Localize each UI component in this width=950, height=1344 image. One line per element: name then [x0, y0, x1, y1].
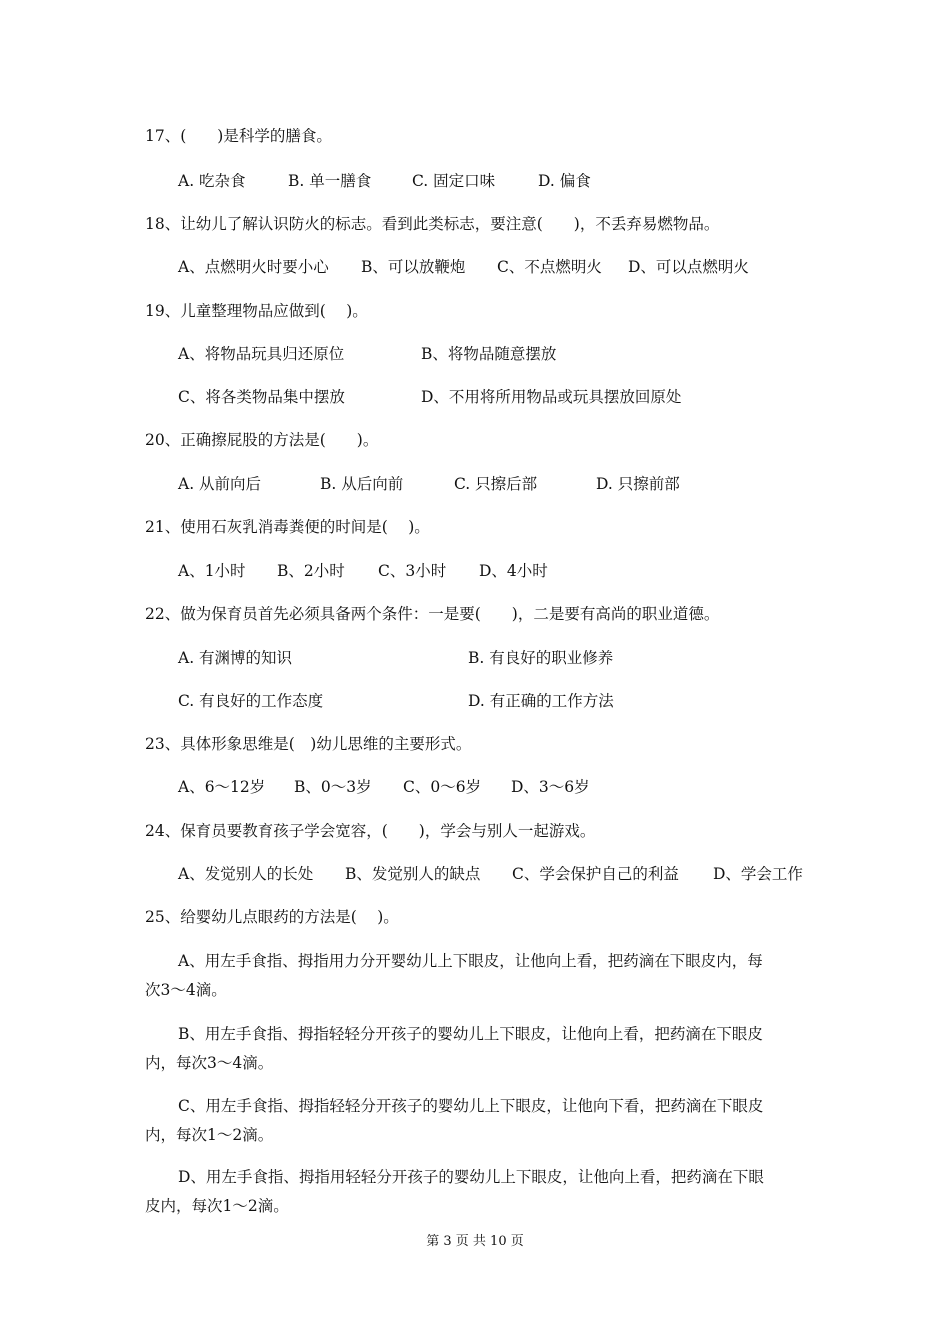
option-c: C、不点燃明火	[497, 258, 602, 276]
question-19-stem: 19、儿童整理物品应做到( )。	[145, 302, 368, 320]
option-a: A、6～12岁	[178, 778, 266, 796]
option-a: A、点燃明火时要小心	[178, 258, 329, 276]
question-22-stem: 22、做为保育员首先必须具备两个条件：一是要( )，二是要有高尚的职业道德。	[145, 605, 720, 623]
option-d: D、3～6岁	[511, 778, 590, 796]
option-a: A. 吃杂食	[178, 172, 246, 190]
option-c: C、0～6岁	[403, 778, 482, 796]
option-a: A、1小时	[178, 562, 246, 580]
question-25-option-d-line1: D、用左手食指、拇指用轻轻分开孩子的婴幼儿上下眼皮，让他向上看，把药滴在下眼	[178, 1168, 764, 1186]
question-21-stem: 21、使用石灰乳消毒粪便的时间是( )。	[145, 518, 430, 536]
question-21-options	[178, 561, 548, 581]
option-b: B、0～3岁	[294, 778, 372, 796]
question-24-options	[178, 864, 803, 884]
question-20-stem: 20、正确擦屁股的方法是( )。	[145, 431, 379, 449]
question-18-options	[178, 257, 749, 277]
option-d: D、4小时	[479, 562, 548, 580]
option-a: A、将物品玩具归还原位	[178, 345, 345, 363]
option-c: C. 有良好的工作态度	[178, 692, 324, 710]
question-22-options-row1	[178, 648, 613, 668]
option-c: C、将各类物品集中摆放	[178, 388, 345, 406]
question-25-option-b-line2: 内，每次3～4滴。	[145, 1054, 274, 1072]
question-17-options	[178, 171, 591, 191]
question-23-stem: 23、具体形象思维是( )幼儿思维的主要形式。	[145, 735, 472, 753]
question-23-options	[178, 777, 590, 797]
question-17-stem: 17、( )是科学的膳食。	[145, 127, 332, 145]
option-a: A、发觉别人的长处	[178, 865, 314, 883]
option-b: B、发觉别人的缺点	[345, 865, 481, 883]
page-number: 第 3 页 共 10 页	[426, 1234, 524, 1249]
option-d: D. 只擦前部	[596, 475, 680, 493]
question-20-options	[178, 474, 680, 494]
question-25-option-a-line1: A、用左手食指、拇指用力分开婴幼儿上下眼皮，让他向上看，把药滴在下眼皮内，每	[178, 952, 763, 970]
option-c: C. 固定口味	[412, 172, 496, 190]
question-24-stem: 24、保育员要教育孩子学会宽容，( )，学会与别人一起游戏。	[145, 822, 596, 840]
question-25-option-c-line1: C、用左手食指、拇指轻轻分开孩子的婴幼儿上下眼皮，让他向下看，把药滴在下眼皮	[178, 1097, 764, 1115]
option-d: D、可以点燃明火	[628, 258, 749, 276]
question-22-options-row2	[178, 691, 614, 711]
option-b: B. 从后向前	[320, 475, 404, 493]
question-25-option-a-line2: 次3～4滴。	[145, 981, 227, 999]
question-19-options-row2	[178, 387, 681, 407]
option-c: C、学会保护自己的利益	[512, 865, 679, 883]
question-25-option-c-line2: 内，每次1～2滴。	[145, 1126, 274, 1144]
option-c: C、3小时	[378, 562, 447, 580]
option-d: D、学会工作	[713, 865, 803, 883]
option-d: D. 偏食	[538, 172, 591, 190]
option-c: C. 只擦后部	[454, 475, 538, 493]
option-d: D. 有正确的工作方法	[468, 692, 614, 710]
question-25-option-b-line1: B、用左手食指、拇指轻轻分开孩子的婴幼儿上下眼皮，让他向上看，把药滴在下眼皮	[178, 1025, 763, 1043]
option-a: A. 有渊博的知识	[178, 649, 293, 667]
option-d: D、不用将所用物品或玩具摆放回原处	[421, 388, 682, 406]
question-25-stem: 25、给婴幼儿点眼药的方法是( )。	[145, 908, 399, 926]
option-b: B、可以放鞭炮	[361, 258, 466, 276]
question-19-options-row1	[178, 344, 556, 364]
option-b: B. 有良好的职业修养	[468, 649, 614, 667]
option-b: B. 单一膳食	[288, 172, 372, 190]
question-18-stem: 18、让幼儿了解认识防火的标志。看到此类标志，要注意( )，不丢弃易燃物品。	[145, 215, 720, 233]
question-25-option-d-line2: 皮内，每次1～2滴。	[145, 1197, 289, 1215]
option-b: B、将物品随意摆放	[421, 345, 557, 363]
option-b: B、2小时	[277, 562, 345, 580]
option-a: A. 从前向后	[178, 475, 262, 493]
